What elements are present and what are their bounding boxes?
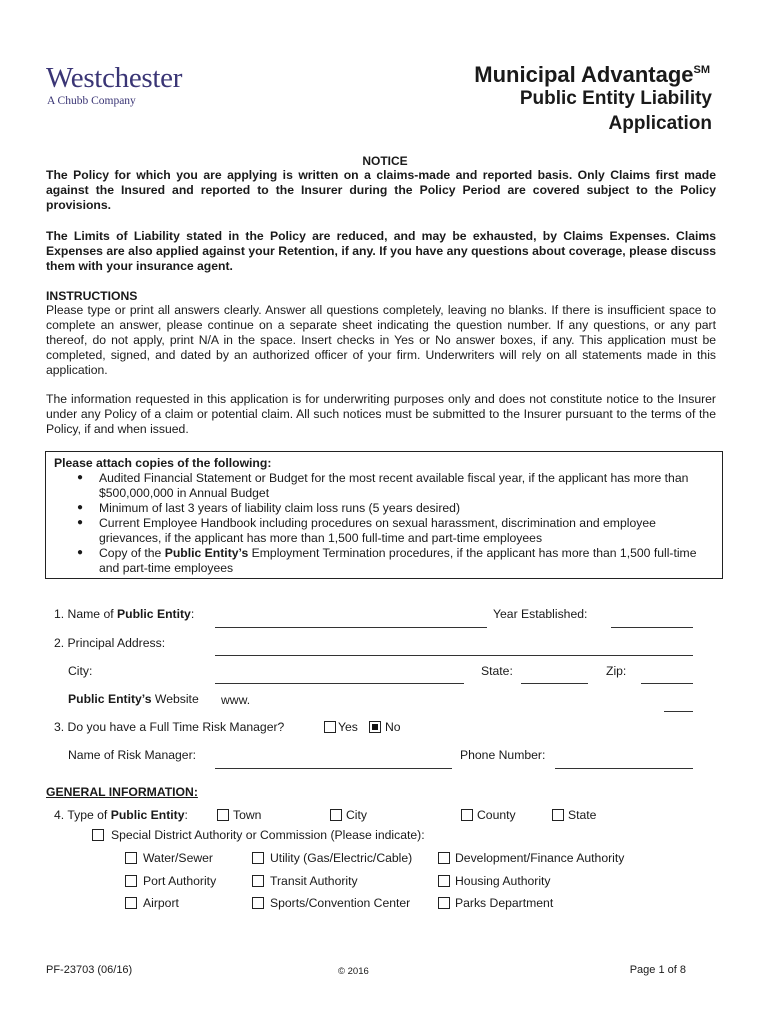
city-label: City: xyxy=(68,664,93,678)
risk-manager-name-label: Name of Risk Manager: xyxy=(68,748,197,762)
entity-name-field[interactable] xyxy=(215,627,487,628)
year-established-field[interactable] xyxy=(611,627,693,628)
service-mark: SM xyxy=(693,64,710,76)
website-label xyxy=(68,692,199,706)
website-field[interactable] xyxy=(664,711,693,712)
county-label: County xyxy=(477,808,516,822)
notice-heading: NOTICE xyxy=(362,154,408,168)
city-field[interactable] xyxy=(215,683,464,684)
q4-label xyxy=(54,808,188,822)
q4-label-bold: Public Entity xyxy=(110,808,185,822)
town-label: Town xyxy=(233,808,262,822)
risk-manager-name-field[interactable] xyxy=(215,768,452,769)
instructions-heading: INSTRUCTIONS xyxy=(46,289,138,303)
q1-label xyxy=(54,607,194,621)
port-authority-label: Port Authority xyxy=(143,874,217,888)
q1-label-colon: : xyxy=(190,607,195,621)
water-sewer-label: Water/Sewer xyxy=(143,851,213,865)
form-title xyxy=(474,62,710,88)
website-label-bold: Public Entity’s xyxy=(68,692,152,706)
airport-checkbox[interactable] xyxy=(125,897,137,909)
form-id: PF-23703 (06/16) xyxy=(46,964,133,976)
form-subtitle-application: Application xyxy=(608,113,712,134)
bullet-icon: ● xyxy=(77,517,84,528)
attachment-item-2: Minimum of last 3 years of liability claim loss runs (5 years desired) xyxy=(99,501,461,515)
state-label: State: xyxy=(481,664,513,678)
utility-label: Utility (Gas/Electric/Cable) xyxy=(270,851,413,865)
housing-authority-checkbox[interactable] xyxy=(438,875,450,887)
utility-checkbox[interactable] xyxy=(252,852,264,864)
logo-subtitle: A Chubb Company xyxy=(47,95,136,107)
zip-label: Zip: xyxy=(606,664,627,678)
form-subtitle: Public Entity Liability xyxy=(519,88,712,109)
principal-address-field[interactable] xyxy=(215,655,693,656)
q2-label: 2. Principal Address: xyxy=(54,636,166,650)
copyright: © 2016 xyxy=(338,966,369,977)
q3-label: 3. Do you have a Full Time Risk Manager? xyxy=(54,720,285,734)
instructions-para-2: The information requested in this application is for underwriting purposes only and does not constitute notice to the Insurer under any Policy of a claim or potential claim. All such notices must be submitted to the Insurer pursuant to the terms of the Policy, if and when issued. xyxy=(46,392,716,436)
development-finance-checkbox[interactable] xyxy=(438,852,450,864)
general-info-heading: GENERAL INFORMATION: xyxy=(46,785,198,799)
transit-authority-checkbox[interactable] xyxy=(252,875,264,887)
instructions-para-1: Please type or print all answers clearly. Answer all questions completely, leaving no blanks. If there is insufficient space to complete an answer, please continue on a separate sheet indicating the question number. If any questions, or any part thereof, do not apply, print N/A in the space. Insert checks in Yes or No answer boxes, if any. This application must be completed, signed, and dated by an authorized officer of your firm. Underwriters will rely on all statements made in this application. xyxy=(46,303,716,377)
year-established-label: Year Established: xyxy=(493,607,588,621)
risk-manager-yes-checkbox[interactable] xyxy=(324,721,336,733)
sports-convention-label: Sports/Convention Center xyxy=(270,896,411,910)
water-sewer-checkbox[interactable] xyxy=(125,852,137,864)
attachment-item-3: Current Employee Handbook including procedures on sexual harassment, discrimination and employee grievances, if the applicant has more than 1,500 full-time and part-time employees xyxy=(99,516,656,545)
port-authority-checkbox[interactable] xyxy=(125,875,137,887)
attachment-item-1: Audited Financial Statement or Budget for the most recent available fiscal year, if the applicant has more than $500,000,000 in Annual Budget xyxy=(99,471,689,500)
form-title-text: Municipal Advantage xyxy=(474,62,694,87)
special-district-checkbox[interactable] xyxy=(92,829,104,841)
website-prefix: www. xyxy=(221,693,251,707)
yes-label: Yes xyxy=(338,720,358,734)
state-type-label: State xyxy=(568,808,597,822)
q4-label-colon: : xyxy=(184,808,188,822)
special-district-label: Special District Authority or Commission (Please indicate): xyxy=(111,828,425,842)
bullet-icon: ● xyxy=(77,502,84,513)
phone-field[interactable] xyxy=(555,768,693,769)
attachments-title: Please attach copies of the following: xyxy=(54,456,272,470)
zip-field[interactable] xyxy=(641,683,693,684)
state-checkbox[interactable] xyxy=(552,809,564,821)
phone-label: Phone Number: xyxy=(460,748,546,762)
housing-authority-label: Housing Authority xyxy=(455,874,551,888)
bullet-icon: ● xyxy=(77,472,84,483)
q1-label-bold: Public Entity xyxy=(117,607,191,621)
q4-label-pre: 4. Type of xyxy=(54,808,111,822)
parks-department-checkbox[interactable] xyxy=(438,897,450,909)
bullet-icon: ● xyxy=(77,547,84,558)
city-checkbox[interactable] xyxy=(330,809,342,821)
city-type-label: City xyxy=(346,808,367,822)
sports-convention-checkbox[interactable] xyxy=(252,897,264,909)
attachment-item-4 xyxy=(99,546,714,575)
state-field[interactable] xyxy=(521,683,588,684)
notice-para-2: The Limits of Liability stated in the Policy are reduced, and may be exhausted, by Claims Expenses. Claims Expenses are also applied against your Retention, if any. If you have any questions about coverage, please discuss them with your insurance agent. xyxy=(46,229,716,273)
page-number: Page 1 of 8 xyxy=(629,964,686,976)
notice-para-1: The Policy for which you are applying is written on a claims-made and reported basis. Only Claims first made against the Insured and reported to the Insurer during the Policy Period are covered subject to the Policy provisions. xyxy=(46,168,716,212)
no-label: No xyxy=(385,720,401,734)
q1-label-pre: 1. Name of xyxy=(54,607,117,621)
development-finance-label: Development/Finance Authority xyxy=(455,851,625,865)
attachment-item-4-bold: Public Entity’s xyxy=(164,546,249,560)
transit-authority-label: Transit Authority xyxy=(270,874,358,888)
attachment-item-4-pre: Copy of the xyxy=(99,546,165,560)
risk-manager-no-checkbox[interactable] xyxy=(369,721,381,733)
airport-label: Airport xyxy=(143,896,179,910)
parks-department-label: Parks Department xyxy=(455,896,554,910)
logo-westchester: Westchester xyxy=(46,62,183,94)
town-checkbox[interactable] xyxy=(217,809,229,821)
county-checkbox[interactable] xyxy=(461,809,473,821)
attachment-item-4-post: Employment Termination procedures, if the applicant has more than 1,500 full-time and part-time employees xyxy=(99,546,697,575)
website-label-rest: Website xyxy=(151,692,199,706)
